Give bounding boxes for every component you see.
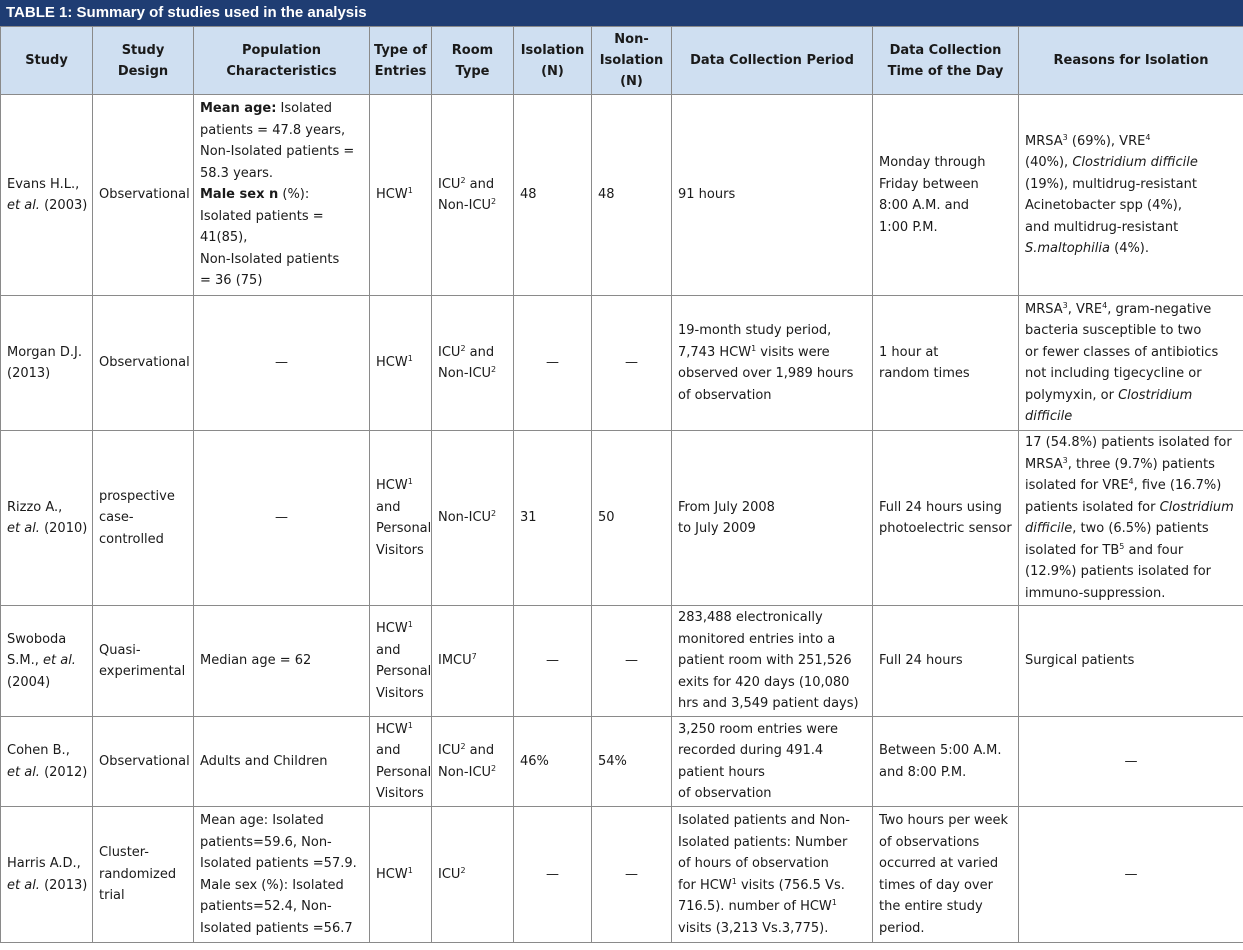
cell-reasons: Surgical patients [1019, 606, 1243, 717]
cell-isolation: 48 [514, 95, 592, 296]
header-period: Data Collection Period [672, 27, 873, 95]
cell-isolation: 46% [514, 717, 592, 807]
cell-non-isolation: — [592, 807, 672, 943]
cell-design: Observational [93, 95, 194, 296]
studies-table [0, 26, 1243, 943]
cell-study: Swoboda S.M., et al. (2004) [1, 606, 93, 717]
cell-study: Evans H.L., et al. (2003) [1, 95, 93, 296]
cell-time: Between 5:00 A.M. and 8:00 P.M. [873, 717, 1019, 807]
cell-room-type: ICU$^2$ and Non-ICU$^2$ [432, 717, 514, 807]
cell-reasons: MRSA$^3$ (69%), VRE$^4$ (40%), Clostridium difficile (19%), multidrug-resistant Acinetobacter spp (4%), and multidrug-resistant S.maltophilia (4%). [1019, 95, 1243, 296]
header-isolation: Isolation (N) [514, 27, 592, 95]
cell-time: Full 24 hours using photoelectric sensor [873, 431, 1019, 606]
cell-study: Cohen B., et al. (2012) [1, 717, 93, 807]
cell-study: Harris A.D., et al. (2013) [1, 807, 93, 943]
cell-population: Mean age: Isolated patients=59.6, Non- Isolated patients =57.9. Male sex (%): Isolated patients=52.4, Non- Isolated patients =56.7 [194, 807, 370, 943]
cell-non-isolation: 54% [592, 717, 672, 807]
table-row [1, 95, 1243, 296]
header-reasons: Reasons for Isolation [1019, 27, 1243, 95]
cell-period: Isolated patients and Non- Isolated patients: Number of hours of observation for HCW$^1$ visits (756.5 Vs. 716.5). number of HCW$^1$ visits (3,213 Vs.3,775). [672, 807, 873, 943]
table-row [1, 431, 1243, 606]
cell-isolation: — [514, 807, 592, 943]
table-row [1, 606, 1243, 717]
cell-isolation: 31 [514, 431, 592, 606]
table-title: TABLE 1: Summary of studies used in the analysis [0, 0, 1243, 26]
cell-design: Observational [93, 717, 194, 807]
cell-isolation: — [514, 606, 592, 717]
cell-room-type: ICU$^2$ and Non-ICU$^2$ [432, 296, 514, 431]
cell-room-type: IMCU$^7$ [432, 606, 514, 717]
cell-non-isolation: — [592, 606, 672, 717]
cell-period: From July 2008 to July 2009 [672, 431, 873, 606]
cell-entries: HCW$^1$ [370, 95, 432, 296]
header-time: Data Collection Time of the Day [873, 27, 1019, 95]
cell-reasons: MRSA$^3$, VRE$^4$, gram-negative bacteria susceptible to two or fewer classes of antibiotics not including tigecycline or polymyxin, or Clostridium difficile [1019, 296, 1243, 431]
cell-design: Cluster- randomized trial [93, 807, 194, 943]
cell-design: Quasi- experimental [93, 606, 194, 717]
header-entries: Type of Entries [370, 27, 432, 95]
cell-population: — [194, 296, 370, 431]
cell-room-type: Non-ICU$^2$ [432, 431, 514, 606]
cell-study: Rizzo A., et al. (2010) [1, 431, 93, 606]
cell-period: 3,250 room entries were recorded during 491.4 patient hours of observation [672, 717, 873, 807]
header-room-type: Room Type [432, 27, 514, 95]
cell-room-type: ICU$^2$ [432, 807, 514, 943]
cell-population: Mean age: Isolated patients = 47.8 years, Non-Isolated patients = 58.3 years. Male sex n (%): Isolated patients = 41(85), Non-Isolated patients = 36 (75) [194, 95, 370, 296]
cell-reasons: — [1019, 717, 1243, 807]
cell-design: Observational [93, 296, 194, 431]
table-row [1, 807, 1243, 943]
header-study: Study [1, 27, 93, 95]
cell-non-isolation: — [592, 296, 672, 431]
cell-entries: HCW$^1$ and Personal Visitors [370, 606, 432, 717]
header-non-isolation: Non- Isolation (N) [592, 27, 672, 95]
cell-non-isolation: 48 [592, 95, 672, 296]
table-row [1, 296, 1243, 431]
cell-period: 19-month study period, 7,743 HCW$^1$ visits were observed over 1,989 hours of observation [672, 296, 873, 431]
header-study-design: Study Design [93, 27, 194, 95]
cell-entries: HCW$^1$ [370, 807, 432, 943]
cell-population: — [194, 431, 370, 606]
header-row [1, 27, 1243, 95]
cell-period: 91 hours [672, 95, 873, 296]
cell-time: Monday through Friday between 8:00 A.M. and 1:00 P.M. [873, 95, 1019, 296]
cell-time: Full 24 hours [873, 606, 1019, 717]
cell-entries: HCW$^1$ and Personal Visitors [370, 717, 432, 807]
cell-entries: HCW$^1$ [370, 296, 432, 431]
cell-time: 1 hour at random times [873, 296, 1019, 431]
cell-room-type: ICU$^2$ and Non-ICU$^2$ [432, 95, 514, 296]
cell-period: 283,488 electronically monitored entries into a patient room with 251,526 exits for 420 days (10,080 hrs and 3,549 patient days) [672, 606, 873, 717]
cell-design: prospective case- controlled [93, 431, 194, 606]
table-row [1, 717, 1243, 807]
cell-entries: HCW$^1$ and Personal Visitors [370, 431, 432, 606]
cell-reasons: — [1019, 807, 1243, 943]
cell-population: Adults and Children [194, 717, 370, 807]
cell-reasons: 17 (54.8%) patients isolated for MRSA$^3$, three (9.7%) patients isolated for VRE$^4$, five (16.7%) patients isolated for Clostridium difficile, two (6.5%) patients isolated for $TB^5$ and four (12.9%) patients isolated for immuno-suppression. [1019, 431, 1243, 606]
cell-time: Two hours per week of observations occurred at varied times of day over the entire study period. [873, 807, 1019, 943]
cell-isolation: — [514, 296, 592, 431]
cell-population: Median age = 62 [194, 606, 370, 717]
header-population: Population Characteristics [194, 27, 370, 95]
cell-non-isolation: 50 [592, 431, 672, 606]
cell-study: Morgan D.J. (2013) [1, 296, 93, 431]
